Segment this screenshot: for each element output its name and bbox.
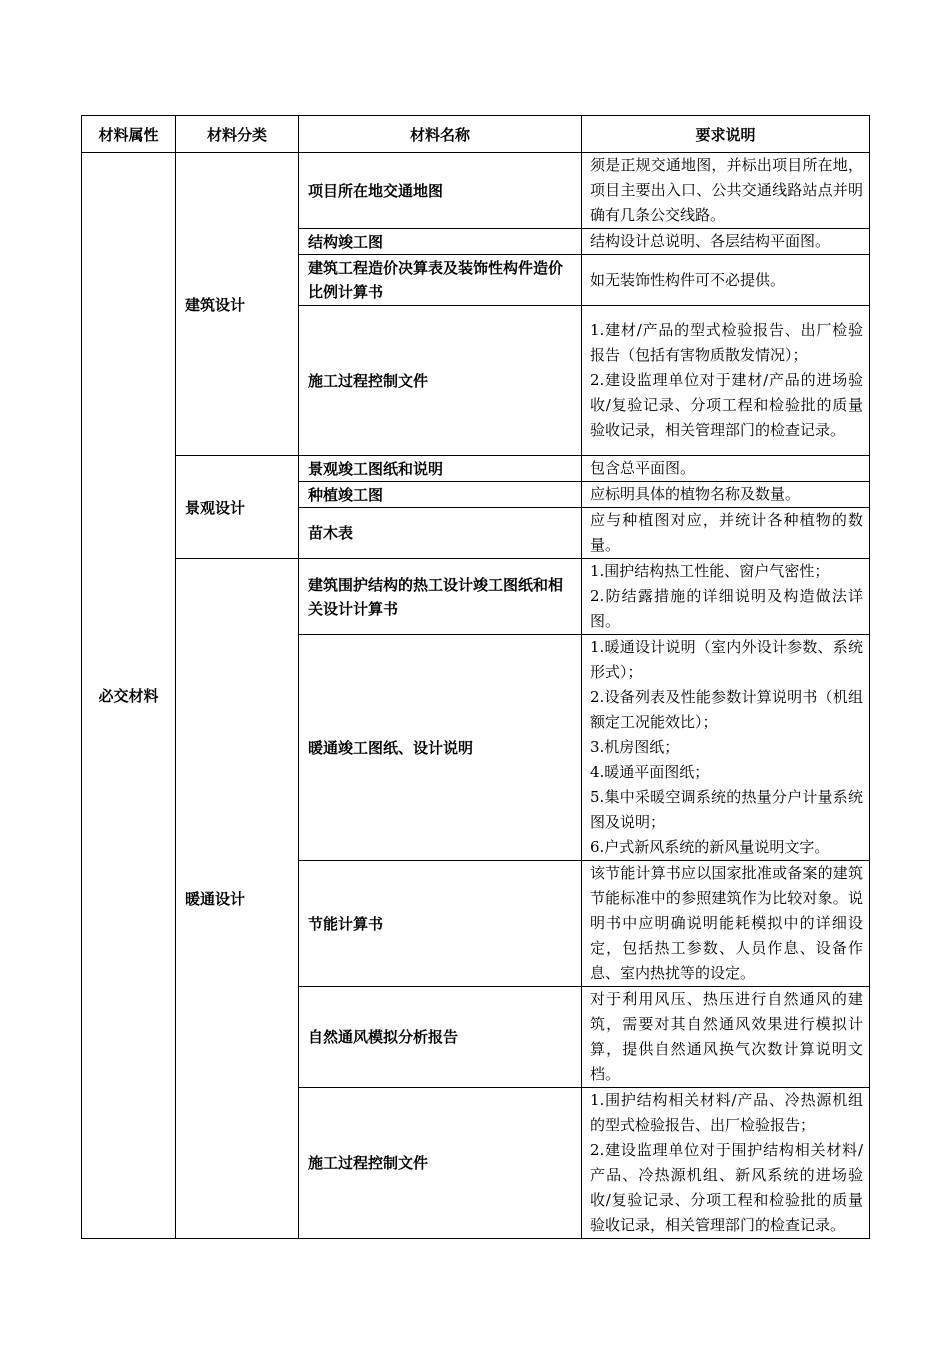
requirement-text: 4.暖通平面图纸； (590, 763, 710, 781)
material-name-cell: 自然通风模拟分析报告 (299, 987, 582, 1088)
requirement-cell (582, 861, 870, 987)
requirement-cell (582, 255, 870, 306)
requirement-text: 结构设计总说明、各层结构平面图。 (590, 232, 831, 250)
requirement-cell (582, 987, 870, 1088)
material-name-cell: 结构竣工图 (299, 229, 582, 255)
requirement-text: 1.围护结构相关材料/产品、冷热源机组的型式检验报告、出厂检验报告； (590, 1091, 863, 1134)
requirement-text: 2.建设监理单位对于建材/产品的进场验收/复验记录、分项工程和检验批的质量验收记录，相关管理部门的检查记录。 (590, 371, 863, 439)
material-name-cell: 苗木表 (299, 508, 582, 559)
requirement-cell (582, 229, 870, 255)
requirement-cell (582, 1088, 870, 1239)
requirement-text: 5.集中采暖空调系统的热量分户计量系统图及说明； (590, 788, 863, 831)
requirement-text: 如无装饰性构件可不必提供。 (590, 270, 786, 289)
table-header-row (82, 116, 870, 153)
material-name-cell: 项目所在地交通地图 (299, 153, 582, 229)
requirement-cell (582, 635, 870, 861)
header-category: 材料分类 (176, 116, 299, 153)
requirement-cell (582, 559, 870, 635)
requirement-text: 2.设备列表及性能参数计算说明书（机组额定工况能效比）； (590, 688, 863, 731)
material-name-cell: 景观竣工图纸和说明 (299, 456, 582, 482)
requirement-cell (582, 306, 870, 456)
requirement-text: 2.防结露措施的详细说明及构造做法详图。 (590, 587, 863, 630)
category-cell: 景观设计 (176, 456, 299, 559)
header-attribute: 材料属性 (82, 116, 176, 153)
table-row (82, 559, 870, 635)
requirement-text: 该节能计算书应以国家批准或备案的建筑节能标准中的参照建筑作为比较对象。说明书中应明确说明能耗模拟中的详细设定，包括热工参数、人员作息、设备作息、室内热扰等的设定。 (590, 864, 863, 982)
header-requirements: 要求说明 (582, 116, 870, 153)
requirement-text: 1.围护结构热工性能、窗户气密性； (590, 562, 830, 580)
requirement-text: 1.建材/产品的型式检验报告、出厂检验报告（包括有害物质散发情况）； (590, 321, 863, 364)
requirement-text: 包含总平面图。 (590, 459, 696, 477)
material-name-cell: 节能计算书 (299, 861, 582, 987)
requirement-cell (582, 456, 870, 482)
header-material-name: 材料名称 (299, 116, 582, 153)
material-name-cell: 建筑工程造价决算表及装饰性构件造价比例计算书 (299, 255, 582, 306)
requirement-cell (582, 482, 870, 508)
requirement-text: 对于利用风压、热压进行自然通风的建筑，需要对其自然通风效果进行模拟计算，提供自然通风换气次数计算说明文档。 (590, 990, 863, 1083)
material-name-cell: 暖通竣工图纸、设计说明 (299, 635, 582, 861)
material-name-cell: 建筑围护结构的热工设计竣工图纸和相关设计计算书 (299, 559, 582, 635)
materials-table (81, 115, 870, 1239)
requirement-cell (582, 508, 870, 559)
requirement-text: 须是正规交通地图，并标出项目所在地，项目主要出入口、公共交通线路站点并明确有几条公交线路。 (590, 156, 863, 224)
requirement-text: 应与种植图对应，并统计各种植物的数量。 (590, 511, 863, 554)
table-row (82, 456, 870, 482)
category-cell: 暖通设计 (176, 559, 299, 1239)
requirement-text: 6.户式新风系统的新风量说明文字。 (590, 838, 830, 856)
requirement-text: 1.暖通设计说明（室内外设计参数、系统形式）； (590, 638, 863, 681)
requirement-text: 3.机房图纸； (590, 738, 680, 756)
material-name-cell: 施工过程控制文件 (299, 1088, 582, 1239)
attribute-cell: 必交材料 (82, 153, 176, 1239)
material-name-cell: 种植竣工图 (299, 482, 582, 508)
requirement-cell (582, 153, 870, 229)
requirement-text: 应标明具体的植物名称及数量。 (590, 485, 801, 503)
category-cell: 建筑设计 (176, 153, 299, 456)
material-name-cell: 施工过程控制文件 (299, 306, 582, 456)
table-row (82, 153, 870, 229)
requirement-text: 2.建设监理单位对于围护结构相关材料/产品、冷热源机组、新风系统的进场验收/复验记录、分项工程和检验批的质量验收记录，相关管理部门的检查记录。 (590, 1141, 863, 1234)
